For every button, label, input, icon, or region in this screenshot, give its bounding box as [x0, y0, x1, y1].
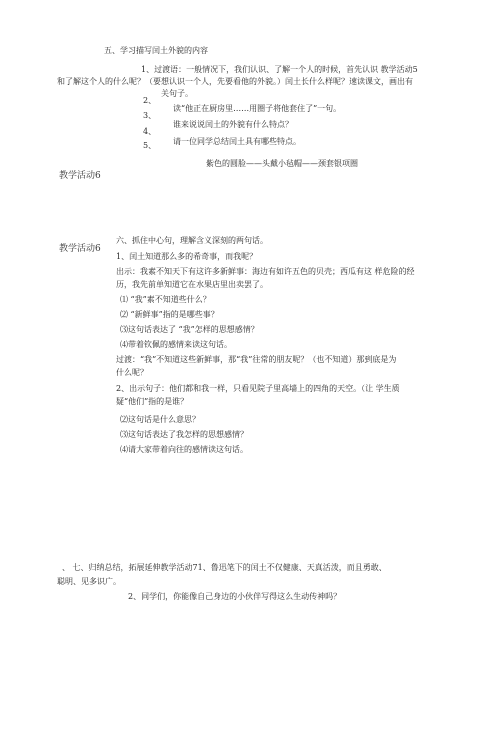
section5-item4-number: 4、: [143, 127, 157, 136]
section6-show-line2: 历，我先前单知道它在水果店里出卖罢了。: [116, 280, 268, 289]
section5-item5-number: 5、: [143, 141, 157, 150]
section6-sub-question2: ⑵ “新鲜事”指的是哪些事？: [120, 310, 219, 319]
section5-paragraph1-line3: 关句子。: [161, 89, 193, 98]
section6-show-line1: 出示：我素不知天下有这许多新鲜事：海边有如许五色的贝壳；西瓜有这 样危险的经: [116, 267, 415, 276]
section5-item2-number: 2、: [143, 96, 157, 105]
section6-sub-question1: ⑴ “我”素不知道些什么？: [120, 295, 211, 304]
section5-side-label: 教学活动6: [59, 171, 101, 181]
section6-side-label: 教学活动6: [59, 244, 101, 254]
section6-question1: 1、闰土知道那么多的希奇事，而我呢？: [116, 252, 258, 261]
section6-transition-line2: 什么呢？: [116, 368, 148, 377]
section6-q2-sub3: ⑶这句话表达了我怎样的思想感情？: [120, 430, 248, 439]
section5-item3-text: 读“他正在厨房里……用圈子将他套住了”一句。: [173, 104, 342, 113]
section5-summary: 紫色的圆脸——头戴小毡帽——颈套银项圈: [206, 159, 358, 168]
section7-line1: 、 七、归纳总结，拓展延伸教学活动71、鲁迅笔下的闰土不仅健康、天真活泼，而且勇敢、: [62, 563, 387, 572]
section6-sub-question4: ⑷带着钦佩的感情来读这句话。: [120, 340, 232, 349]
section5-paragraph1-line1: 1、过渡语：一般情况下，我们认识、了解一个人的时候，首先认识 教学活动5: [141, 65, 418, 74]
section5-item3-number: 3、: [143, 111, 157, 120]
section6-heading: 六、抓住中心句，理解含义深刻的两句话。: [116, 236, 268, 245]
section7-line2: 聪明、见多识广。: [57, 577, 121, 586]
section6-q2-sub4: ⑷请大家带着向往的感情读这句话。: [120, 445, 248, 454]
section5-paragraph1-line2: 和了解这个人的什么呢？（要想认识一个人，先要看他的外貌。）闰土长什么样呢？速读课文，画出有: [57, 77, 413, 86]
section6-question2-line2: 疑“他们”指的是谁？: [116, 397, 189, 406]
section5-item5-text: 请一位同学总结闰土具有哪些特点。: [173, 137, 301, 146]
section6-sub-question3: ⑶这句话表达了 “我”怎样的思想感情？: [120, 325, 259, 334]
section6-q2-sub2: ⑵这句话是什么意思？: [120, 415, 200, 424]
section6-transition-line1: 过渡：“我”不知道这些新鲜事，那“我”往常的朋友呢？（也不知道）那到底是为: [116, 355, 397, 364]
section5-heading: 五、学习描写闰土外貌的内容: [104, 46, 208, 55]
section7-line3: 2、同学们，你能像自己身边的小伙伴写得这么生动传神吗？: [128, 592, 342, 601]
section5-item4-text: 谁来说说闰土的外貌有什么特点？: [173, 120, 293, 129]
section6-question2-line1: 2、出示句子：他们都和我一样，只看见院子里高墙上的四角的天空。（让 学生质: [116, 384, 400, 393]
